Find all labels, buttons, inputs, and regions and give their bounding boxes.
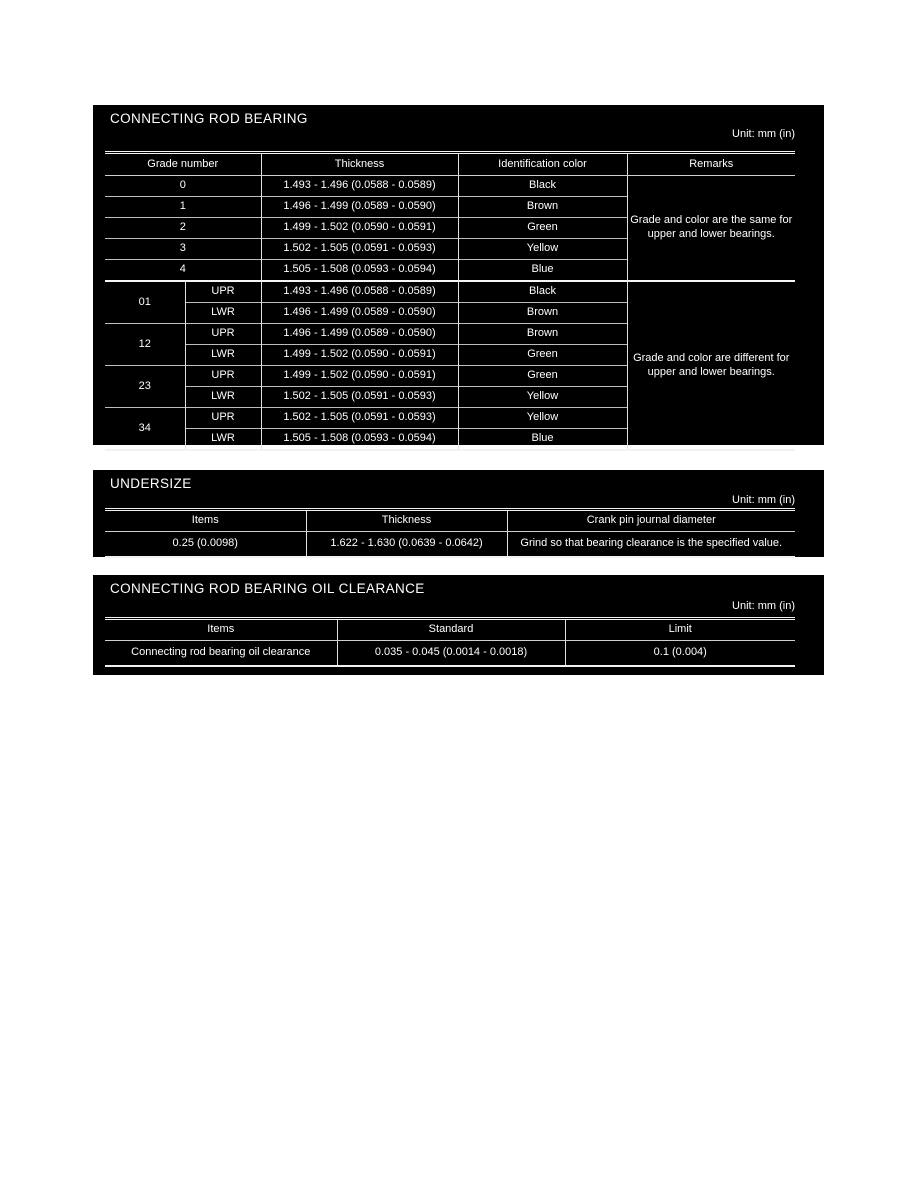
oil-clearance-table (105, 617, 795, 667)
limit-cell: 0.1 (0.004) (565, 641, 795, 667)
table-row (105, 281, 795, 303)
thickness-cell: 1.502 - 1.505 (0.0591 - 0.0593) (261, 408, 458, 429)
column-header-color: Identification color (458, 153, 627, 176)
items-cell: 0.25 (0.0098) (172, 537, 238, 550)
thickness-cell: 1.499 - 1.502 (0.0590 - 0.0591) (261, 366, 458, 387)
unit-label: Unit: mm (in) (732, 600, 795, 612)
panel-title: CONNECTING ROD BEARING (110, 111, 308, 126)
color-cell: Brown (458, 303, 627, 324)
panel-title: CONNECTING ROD BEARING OIL CLEARANCE (110, 581, 425, 596)
color-cell: Yellow (458, 408, 627, 429)
unit-label: Unit: mm (in) (732, 494, 795, 506)
items-cell: Connecting rod bearing oil clearance (131, 646, 311, 659)
color-cell: Black (458, 176, 627, 197)
oil-clearance-panel (93, 575, 824, 675)
undersize-table (105, 508, 795, 558)
thickness-cell: 1.493 - 1.496 (0.0588 - 0.0589) (261, 176, 458, 197)
grade-cell: 23 (138, 379, 151, 392)
column-header-limit: Limit (565, 619, 795, 641)
position-cell: UPR (185, 408, 261, 429)
table-row (105, 176, 795, 197)
position-cell: UPR (185, 366, 261, 387)
thickness-cell: 1.499 - 1.502 (0.0590 - 0.0591) (261, 218, 458, 239)
column-header-remarks: Remarks (627, 153, 795, 176)
column-header-thickness: Thickness (261, 153, 458, 176)
grade-cell: 3 (179, 242, 186, 255)
column-header-thickness: Thickness (306, 510, 507, 532)
column-header-crank-pin: Crank pin journal diameter (507, 510, 795, 532)
position-cell: LWR (185, 387, 261, 408)
column-header-standard: Standard (337, 619, 565, 641)
table-header-row (105, 510, 795, 532)
thickness-cell: 1.496 - 1.499 (0.0589 - 0.0590) (261, 197, 458, 218)
color-cell: Blue (458, 260, 627, 282)
color-cell: Green (458, 366, 627, 387)
panel-title: UNDERSIZE (110, 476, 192, 491)
table-row (105, 641, 795, 667)
color-cell: Blue (458, 429, 627, 451)
column-header-items: Items (105, 619, 337, 641)
position-cell: LWR (185, 429, 261, 451)
grade-cell: 4 (179, 263, 186, 276)
unit-label: Unit: mm (in) (732, 128, 795, 140)
table-header-row (105, 619, 795, 641)
color-cell: Black (458, 281, 627, 303)
thickness-cell: 1.496 - 1.499 (0.0589 - 0.0590) (261, 324, 458, 345)
thickness-cell: 1.502 - 1.505 (0.0591 - 0.0593) (261, 387, 458, 408)
standard-cell: 0.035 - 0.045 (0.0014 - 0.0018) (337, 641, 565, 667)
grade-cell: 12 (138, 337, 151, 350)
grade-cell: 01 (138, 295, 151, 308)
remarks-cell: Grade and color are different for upper and lower bearings. (627, 281, 795, 450)
grade-cell: 34 (138, 421, 151, 434)
position-cell: UPR (185, 281, 261, 303)
color-cell: Brown (458, 197, 627, 218)
table-row (105, 532, 795, 558)
thickness-cell: 1.622 - 1.630 (0.0639 - 0.0642) (306, 532, 507, 558)
thickness-cell: 1.499 - 1.502 (0.0590 - 0.0591) (261, 345, 458, 366)
grade-cell: 1 (179, 200, 186, 213)
connecting-rod-bearing-panel (93, 105, 824, 445)
grade-cell: 2 (179, 221, 186, 234)
grade-cell: 0 (179, 179, 186, 192)
column-header-grade: Grade number (105, 153, 261, 176)
thickness-cell: 1.493 - 1.496 (0.0588 - 0.0589) (261, 281, 458, 303)
remarks-cell: Grade and color are the same for upper and lower bearings. (627, 176, 795, 282)
color-cell: Yellow (458, 239, 627, 260)
thickness-cell: 1.505 - 1.508 (0.0593 - 0.0594) (261, 429, 458, 451)
thickness-cell: 1.505 - 1.508 (0.0593 - 0.0594) (261, 260, 458, 282)
color-cell: Yellow (458, 387, 627, 408)
bearing-grade-table (105, 151, 795, 451)
position-cell: LWR (185, 303, 261, 324)
table-header-row (105, 153, 795, 176)
column-header-items: Items (105, 510, 306, 532)
color-cell: Green (458, 218, 627, 239)
color-cell: Green (458, 345, 627, 366)
position-cell: UPR (185, 324, 261, 345)
crank-pin-cell: Grind so that bearing clearance is the specified value. (507, 532, 795, 558)
thickness-cell: 1.502 - 1.505 (0.0591 - 0.0593) (261, 239, 458, 260)
undersize-panel (93, 470, 824, 557)
color-cell: Brown (458, 324, 627, 345)
position-cell: LWR (185, 345, 261, 366)
thickness-cell: 1.496 - 1.499 (0.0589 - 0.0590) (261, 303, 458, 324)
